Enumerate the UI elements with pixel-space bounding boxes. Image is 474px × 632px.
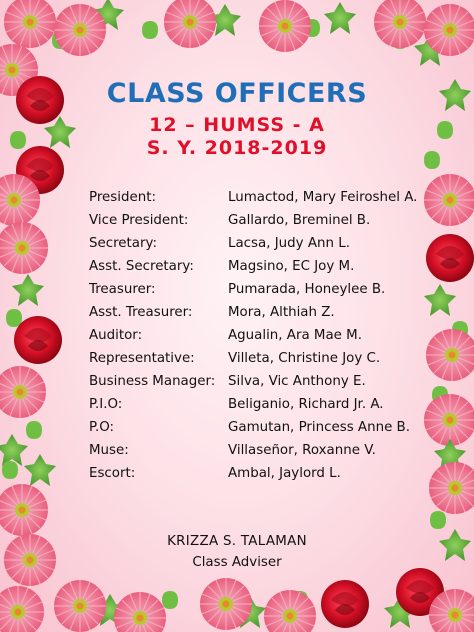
officer-row [89, 324, 439, 347]
officer-name: Silva, Vic Anthony E. [228, 374, 366, 389]
adviser-name: KRIZZA S. TALAMAN [167, 534, 307, 549]
officer-row [89, 232, 439, 255]
officer-role: Auditor: [89, 328, 143, 343]
officer-row [89, 255, 439, 278]
officer-role: Treasurer: [89, 282, 156, 297]
page-title: CLASS OFFICERS [106, 78, 368, 109]
class-section: 12 – HUMSS - A [149, 114, 325, 136]
officer-role: Escort: [89, 466, 136, 481]
adviser-title: Class Adviser [192, 555, 282, 570]
officer-role: Secretary: [89, 236, 157, 251]
officer-row [89, 347, 439, 370]
officer-row [89, 439, 439, 462]
officer-row [89, 186, 439, 209]
officer-row [89, 416, 439, 439]
officer-role: P.O: [89, 420, 115, 435]
school-year: S. Y. 2018-2019 [146, 137, 328, 159]
officer-role: President: [89, 190, 156, 205]
officer-name: Gamutan, Princess Anne B. [228, 420, 411, 435]
officer-name: Gallardo, Breminel B. [228, 213, 371, 228]
officer-row [89, 370, 439, 393]
officer-name: Magsino, EC Joy M. [228, 259, 355, 274]
officer-name: Lacsa, Judy Ann L. [228, 236, 350, 251]
officer-row [89, 393, 439, 416]
officer-name: Villaseñor, Roxanne V. [228, 443, 376, 458]
officer-row [89, 278, 439, 301]
officers-list [89, 186, 439, 485]
officer-row [89, 462, 439, 485]
officer-row [89, 301, 439, 324]
officer-name: Beliganio, Richard Jr. A. [228, 397, 384, 412]
officer-name: Pumarada, Honeylee B. [228, 282, 386, 297]
officer-role: P.I.O: [89, 397, 123, 412]
officer-role: Vice President: [89, 213, 189, 228]
officer-name: Agualin, Ara Mae M. [228, 328, 362, 343]
officer-name: Mora, Althiah Z. [228, 305, 335, 320]
officer-role: Representative: [89, 351, 195, 366]
officer-role: Asst. Treasurer: [89, 305, 193, 320]
officer-role: Business Manager: [89, 374, 216, 389]
officer-name: Villeta, Christine Joy C. [228, 351, 381, 366]
officer-row [89, 209, 439, 232]
officer-role: Muse: [89, 443, 129, 458]
officer-name: Lumactod, Mary Feiroshel A. [228, 190, 418, 205]
officer-name: Ambal, Jaylord L. [228, 466, 341, 481]
officer-role: Asst. Secretary: [89, 259, 194, 274]
